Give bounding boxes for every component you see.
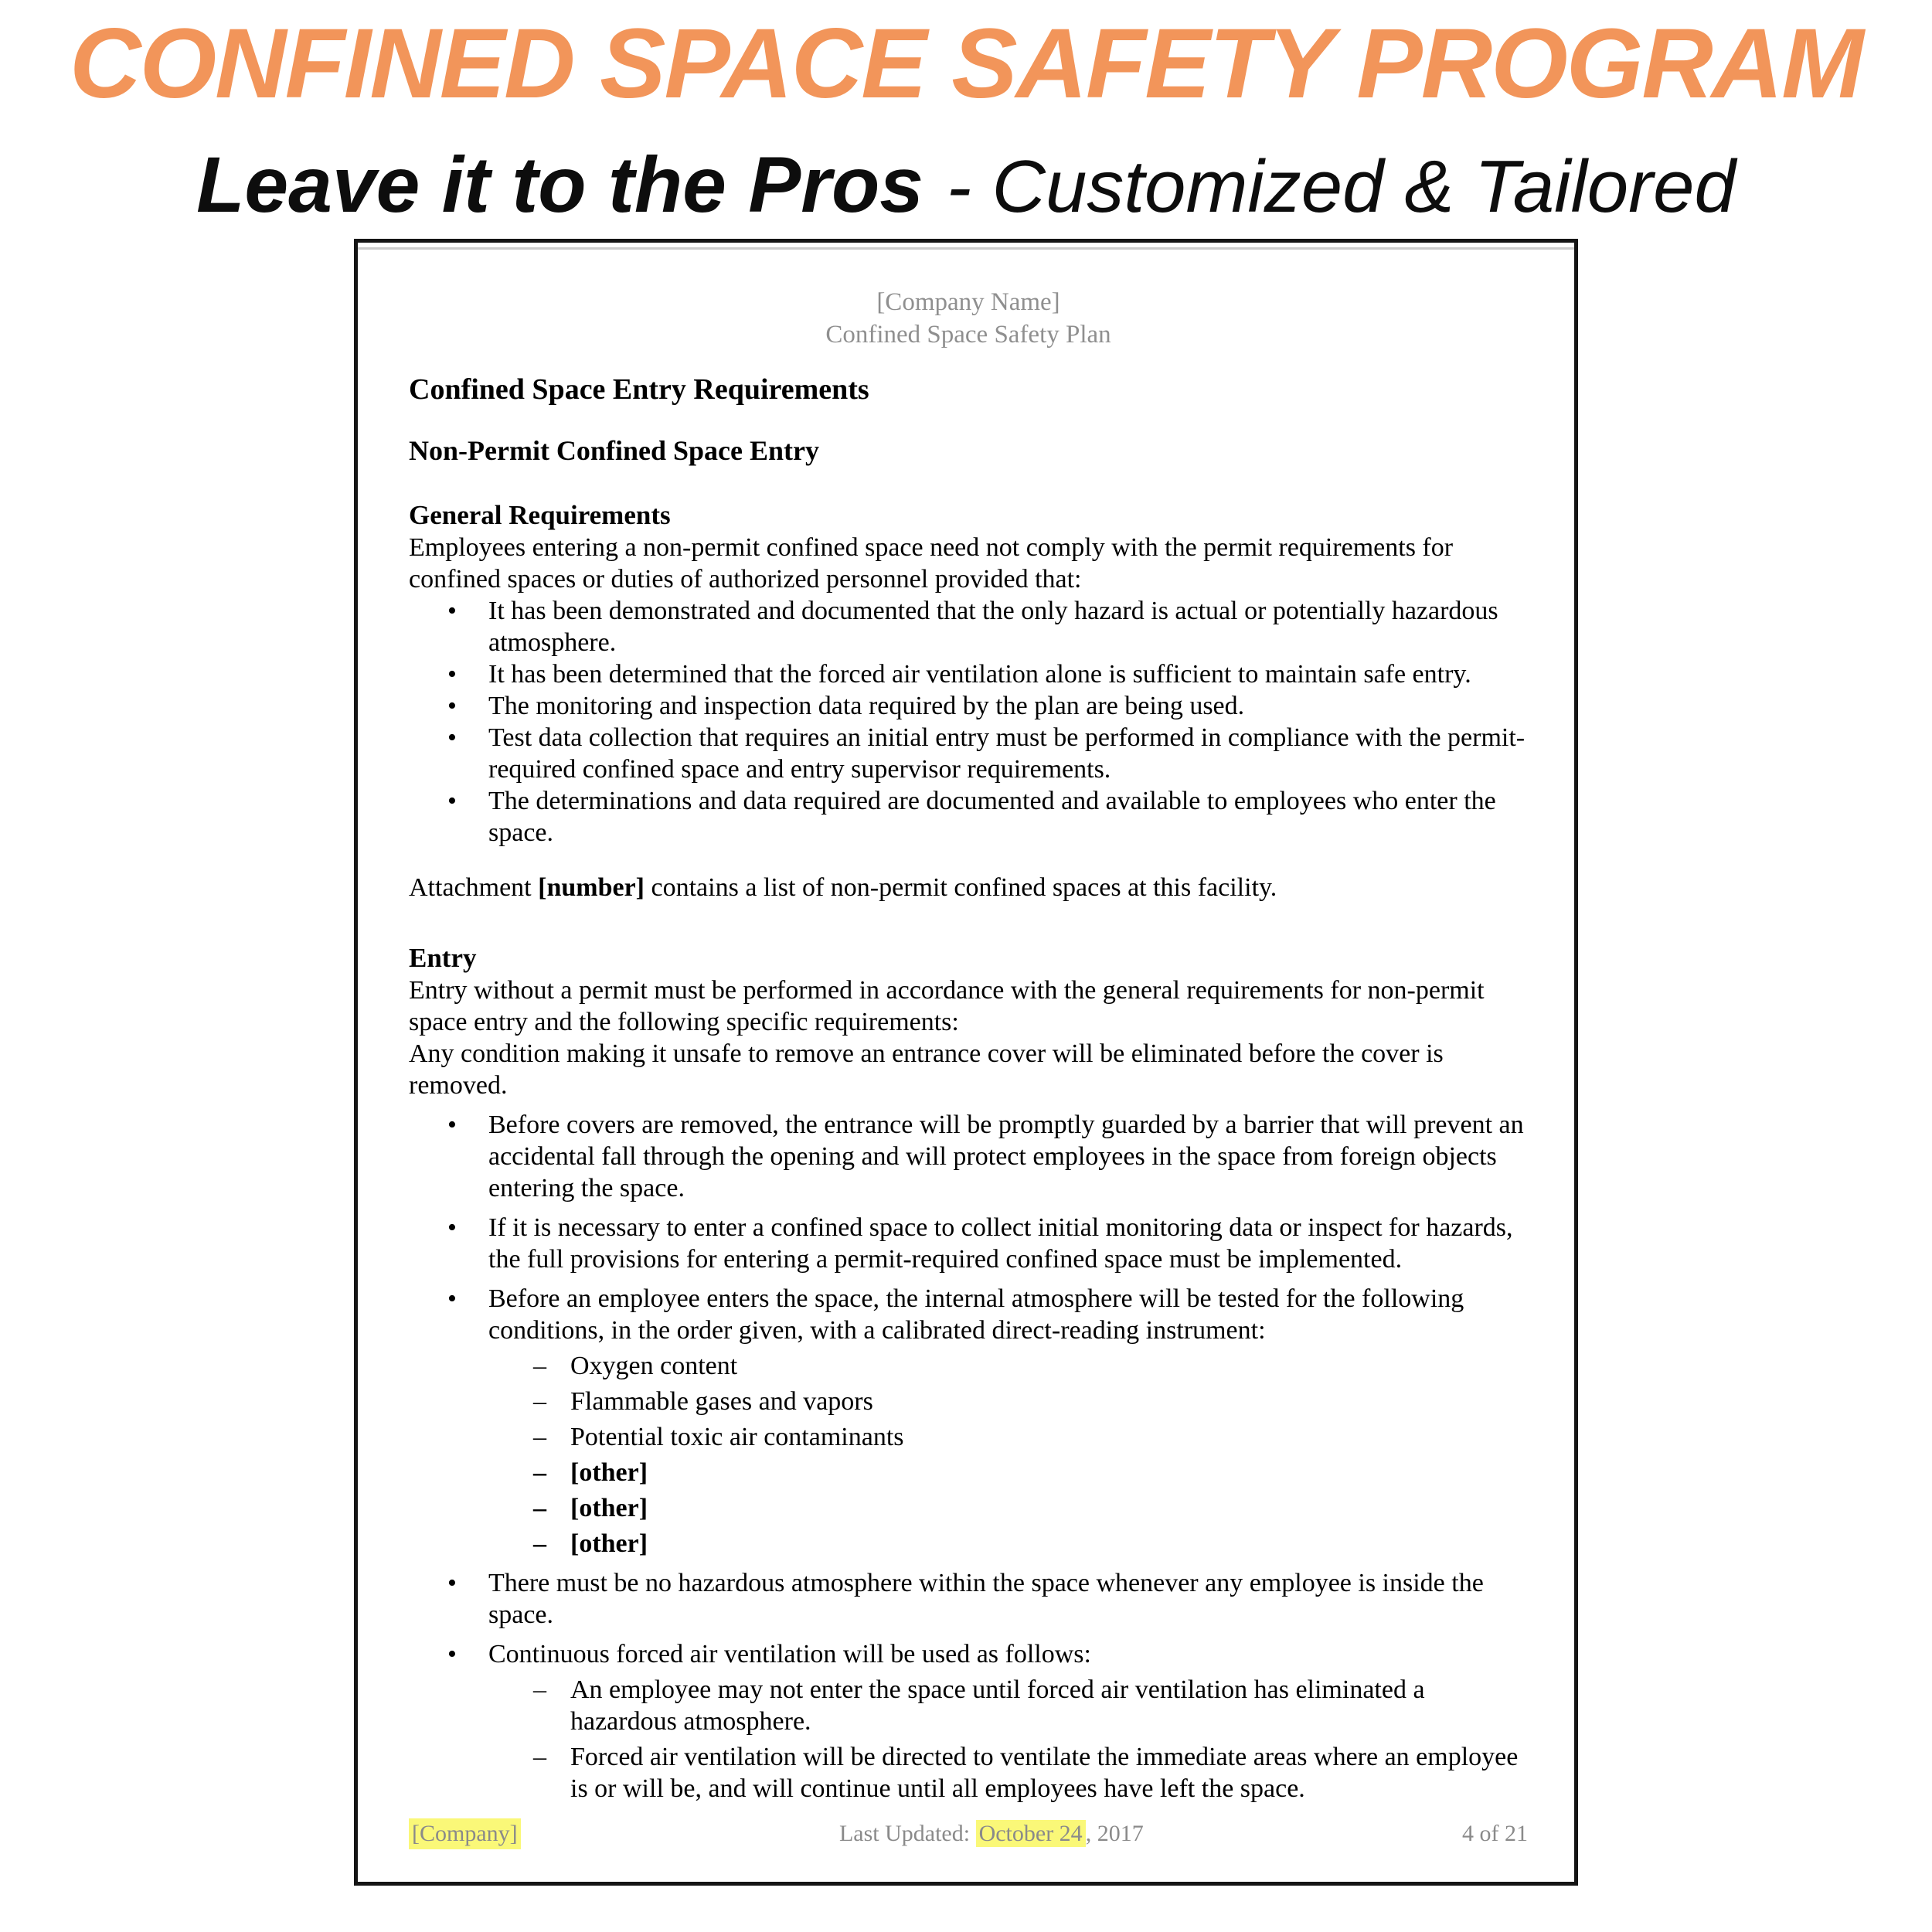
dash-item: – Forced air ventilation will be directed to ventilate the immediate areas where an employee is or will be, and will continue until all employees have left the space.: [488, 1741, 1528, 1804]
bullet-item: [409, 1638, 1528, 1804]
bullet-item: [409, 690, 1528, 722]
bullet-item: [409, 658, 1528, 690]
footer-page-number: 4 of 21: [1461, 1821, 1528, 1846]
footer-company: [Company]: [409, 1818, 521, 1849]
bullet-item: [409, 1212, 1528, 1275]
document-footer: [409, 1818, 1528, 1849]
dash-item: – An employee may not enter the space until forced air ventilation has eliminated a hazardous atmosphere.: [488, 1674, 1528, 1737]
dash-item: – Potential toxic air contaminants: [488, 1421, 1528, 1453]
bullet-text: Continuous forced air ventilation will be used as follows:: [488, 1640, 1091, 1668]
dash-item: – Flammable gases and vapors: [488, 1386, 1528, 1417]
footer-updated-date: October 24: [976, 1820, 1086, 1847]
bullet-text: There must be no hazardous atmosphere within the space whenever any employee is inside the space.: [488, 1569, 1484, 1629]
attachment-prefix: Attachment: [409, 873, 539, 902]
document-page: [354, 239, 1578, 1886]
bullet-text: Before an employee enters the space, the internal atmosphere will be tested for the following conditions, in the order given, with a calibrated direct-reading instrument:: [488, 1284, 1464, 1345]
dash-item: – [other]: [488, 1492, 1528, 1524]
general-requirements-heading: General Requirements: [409, 500, 671, 530]
bullet-text: The determinations and data required are documented and available to employees who enter the space.: [488, 787, 1496, 847]
bullet-text: It has been determined that the forced air ventilation alone is sufficient to maintain safe entry.: [488, 660, 1471, 689]
dash-sublist: [488, 1350, 1528, 1560]
attachment-note: [409, 872, 1528, 903]
attachment-number-placeholder: [number]: [538, 873, 645, 902]
document-header: [409, 243, 1528, 351]
banner-subtitle-tagline: - Customized & Tailored: [947, 145, 1736, 228]
attachment-suffix: contains a list of non-permit confined spaces at this facility.: [645, 873, 1277, 902]
bullet-item: [409, 1109, 1528, 1204]
doc-plan-title: Confined Space Safety Plan: [825, 321, 1111, 349]
banner-subtitle-strong: Leave it to the Pros: [196, 141, 924, 229]
footer-last-updated: [839, 1819, 1144, 1849]
dash-item: – [other]: [488, 1457, 1528, 1488]
entry-paragraph-1: Entry without a permit must be performed in accordance with the general requirements for non-permit space entry and the following specific requirements:: [409, 976, 1485, 1036]
dash-sublist: [488, 1674, 1528, 1804]
bullet-item: [409, 595, 1528, 658]
bullet-item: [409, 1283, 1528, 1560]
subsection-title: Non-Permit Confined Space Entry: [409, 435, 819, 466]
general-intro-paragraph: Employees entering a non-permit confined space need not comply with the permit requirements for confined spaces or duties of authorized personnel provided that:: [409, 533, 1454, 594]
footer-updated-prefix: Last Updated:: [838, 1821, 976, 1846]
bullet-text: Before covers are removed, the entrance will be promptly guarded by a barrier that will prevent an accidental fall through the opening and will protect employees in the space from foreign objects entering the space.: [488, 1111, 1524, 1202]
promo-banner: [0, 0, 1932, 260]
banner-title: CONFINED SPACE SAFETY PROGRAM: [70, 9, 1862, 119]
bullet-text: It has been demonstrated and documented that the only hazard is actual or potentially hazardous atmosphere.: [488, 597, 1498, 657]
entry-heading: Entry: [409, 943, 477, 973]
section-title: Confined Space Entry Requirements: [409, 373, 869, 406]
bullet-item: [409, 722, 1528, 785]
dash-item: – Oxygen content: [488, 1350, 1528, 1382]
general-bullet-list: [409, 595, 1528, 849]
bullet-item: [409, 785, 1528, 849]
footer-updated-year: , 2017: [1085, 1821, 1144, 1846]
bullet-item: [409, 1567, 1528, 1631]
entry-paragraph-2: Any condition making it unsafe to remove an entrance cover will be eliminated before the cover is removed.: [409, 1039, 1444, 1100]
bullet-text: If it is necessary to enter a confined space to collect initial monitoring data or inspect for hazards, the full provisions for entering a permit-required confined space must be implemented.: [488, 1213, 1513, 1274]
bullet-text: The monitoring and inspection data required by the plan are being used.: [488, 692, 1245, 720]
entry-bullet-list: [409, 1109, 1528, 1804]
doc-company-name: [Company Name]: [876, 288, 1060, 316]
bullet-text: Test data collection that requires an initial entry must be performed in compliance with the permit-required confined space and entry supervisor requirements.: [488, 723, 1526, 784]
dash-item: – [other]: [488, 1528, 1528, 1560]
